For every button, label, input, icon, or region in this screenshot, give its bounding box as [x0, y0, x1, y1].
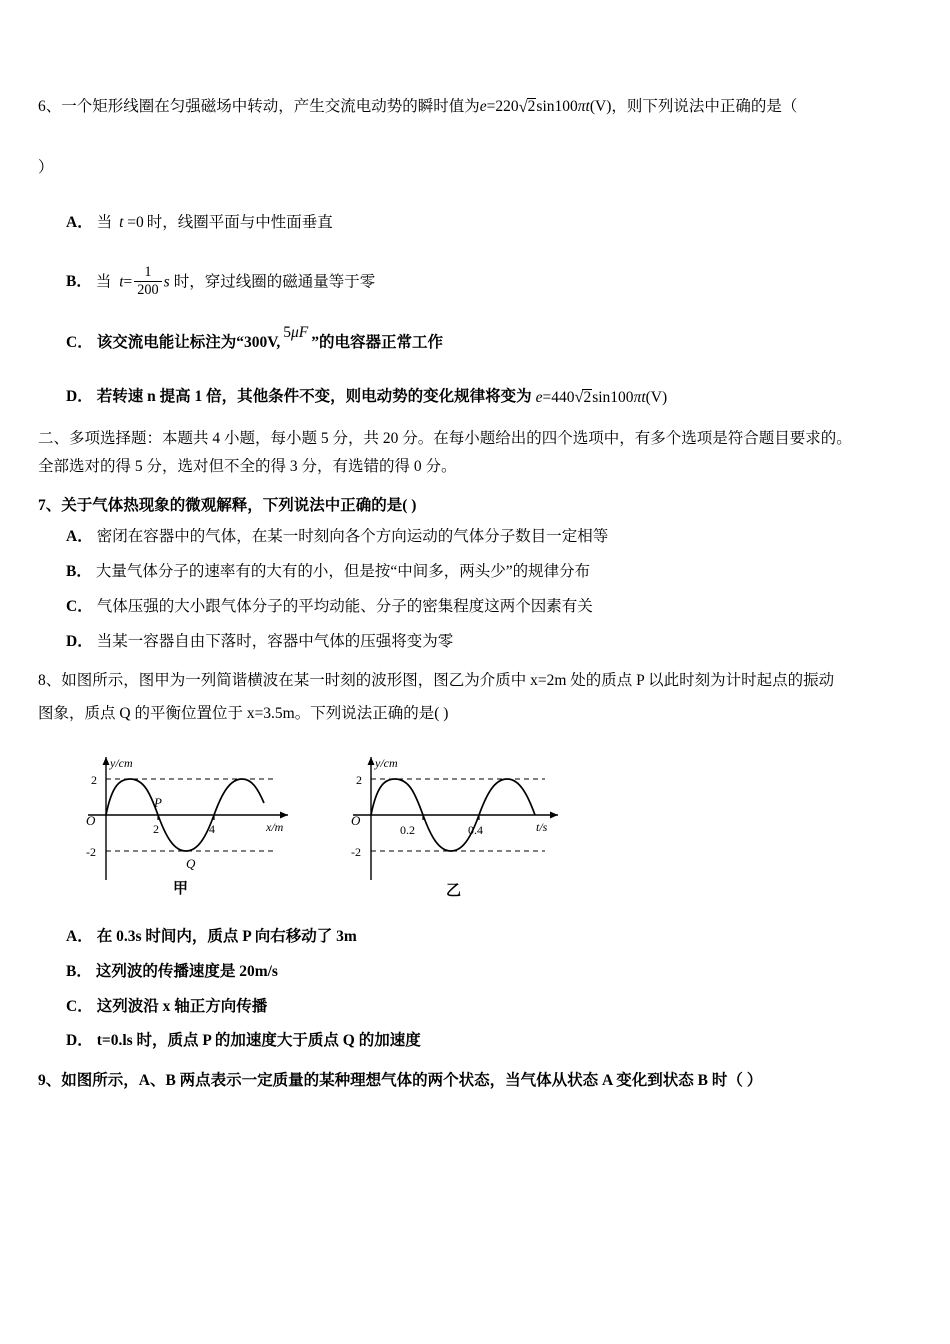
option-c-pre: 该交流电能让标注为“300V,: [96, 333, 281, 351]
option-label-c: C．: [66, 333, 93, 351]
question-8-option-c[interactable]: [38, 995, 914, 1020]
option-label-c: C．: [66, 597, 93, 615]
question-7-option-c[interactable]: [38, 595, 914, 620]
svg-text:2: 2: [153, 822, 159, 836]
option-label-b: B．: [66, 962, 92, 980]
question-8-stem-line-1: 8、如图所示，图甲为一列简谐横波在某一时刻的波形图，图乙为介质中 x=2m 处的质点 P 以此时刻为计时起点的振动: [38, 672, 835, 690]
option-a-text: 密闭在容器中的气体，在某一时刻向各个方向运动的气体分子数目一定相等: [96, 528, 609, 546]
svg-text:2: 2: [91, 773, 97, 787]
question-6-option-c[interactable]: [38, 324, 914, 355]
option-label-a: A．: [66, 528, 93, 546]
option-d-text: 当某一容器自由下落时，容器中气体的压强将变为零: [96, 632, 454, 650]
question-6-text-after2: ）: [38, 158, 54, 176]
section-2-heading-line-2: 全部选对的得 5 分，选对但不全的得 3 分，有选错的得 0 分。: [38, 457, 457, 475]
option-label-d: D．: [66, 632, 93, 650]
svg-text:0.4: 0.4: [468, 823, 483, 837]
svg-text:4: 4: [209, 822, 215, 836]
option-b-text: 大量气体分子的速率有的大有的小，但是按“中间多，两头少”的规律分布: [95, 562, 591, 580]
question-8-option-a[interactable]: [38, 925, 914, 950]
question-6-option-b[interactable]: [38, 265, 914, 301]
option-label-c: C．: [66, 997, 93, 1015]
section-2-heading-line-1: 二、多项选择题：本题共 4 小题，每小题 5 分，共 20 分。在每小题给出的四个选项中，有多个选项是符合题目要求的。: [38, 429, 852, 447]
option-label-b: B．: [66, 273, 92, 291]
option-label-b: B．: [66, 562, 92, 580]
option-label-d: D．: [66, 387, 93, 405]
svg-text:-2: -2: [351, 845, 361, 859]
option-d-text: t=0.ls 时，质点 P 的加速度大于质点 Q 的加速度: [96, 1032, 421, 1050]
question-9-stem: 9、如图所示，A、B 两点表示一定质量的某种理想气体的两个状态，当气体从状态 A 变化到状态 B 时（ ）: [38, 1072, 763, 1090]
svg-text:O: O: [351, 813, 361, 828]
option-label-a: A．: [66, 928, 93, 945]
option-a-post: 时，线圈平面与中性面垂直: [146, 213, 333, 231]
question-6-text-after: ，则下列说法中正确的是（: [611, 98, 798, 115]
question-8-stem-line-2: 图象，质点 Q 的平衡位置位于 x=3.5m。下列说法正确的是( ): [38, 704, 449, 722]
svg-text:-2: -2: [86, 845, 96, 859]
option-a-pre: 当: [96, 213, 113, 231]
svg-text:甲: 甲: [173, 881, 189, 897]
option-d-pre: 若转速 n 提高 1 倍，其他条件不变，则电动势的变化规律将变为: [96, 387, 532, 405]
svg-text:O: O: [86, 813, 96, 828]
option-label-d: D．: [66, 1032, 93, 1050]
svg-text:y/cm: y/cm: [110, 756, 133, 770]
option-c-text: 气体压强的大小跟气体分子的平均动能、分子的密集程度这两个因素有关: [96, 597, 593, 615]
question-6-text: 一个矩形线圈在匀强磁场中转动，产生交流电动势的瞬时值为: [61, 98, 480, 115]
svg-text:y/cm: y/cm: [375, 756, 398, 770]
question-6-number: 6、: [38, 98, 62, 115]
svg-text:乙: 乙: [446, 883, 462, 899]
question-8-figures: [38, 745, 914, 905]
question-6-option-d[interactable]: [38, 385, 914, 409]
svg-text:2: 2: [356, 773, 362, 787]
option-c-math: 5μF: [283, 324, 309, 342]
svg-text:Q: Q: [186, 856, 196, 871]
svg-text:0.2: 0.2: [400, 823, 415, 837]
option-c-text: 这列波沿 x 轴正方向传播: [96, 997, 268, 1015]
question-7-option-d[interactable]: [38, 630, 914, 655]
question-6-formula: e=220 √ 2sin100πt(V): [480, 95, 612, 120]
svg-text:P: P: [154, 795, 162, 810]
question-7-stem: 7、关于气体热现象的微观解释，下列说法中正确的是( ): [38, 496, 417, 514]
option-b-post: 时，穿过线圈的磁通量等于零: [173, 273, 376, 291]
figure-yi: [351, 756, 558, 899]
question-7-option-b[interactable]: [38, 560, 914, 585]
document-content: [38, 95, 914, 1095]
option-b-pre: 当: [95, 273, 112, 291]
option-d-math: e=440 √ 2sin100πt(V): [536, 386, 668, 409]
svg-text:x/m: x/m: [266, 820, 284, 834]
question-8-option-d[interactable]: [38, 1029, 914, 1054]
question-8-option-b[interactable]: [38, 960, 914, 985]
figure-jia: [86, 756, 288, 897]
question-6-option-a[interactable]: [38, 211, 914, 235]
option-label-a: A．: [66, 213, 93, 231]
question-6-stem: [38, 95, 914, 181]
option-a-text: 在 0.3s 时间内，质点 P 向右移动了 3m: [96, 928, 357, 945]
svg-text:t/s: t/s: [536, 820, 548, 834]
option-a-math: t =0: [119, 214, 144, 232]
wave-diagrams-svg: [58, 745, 638, 905]
option-b-math: t= $\frac{1}{200}$ s: [119, 263, 170, 298]
option-c-post: ”的电容器正常工作: [311, 333, 444, 351]
question-7-option-a[interactable]: [38, 525, 914, 550]
option-b-text: 这列波的传播速度是 20m/s: [95, 962, 278, 980]
